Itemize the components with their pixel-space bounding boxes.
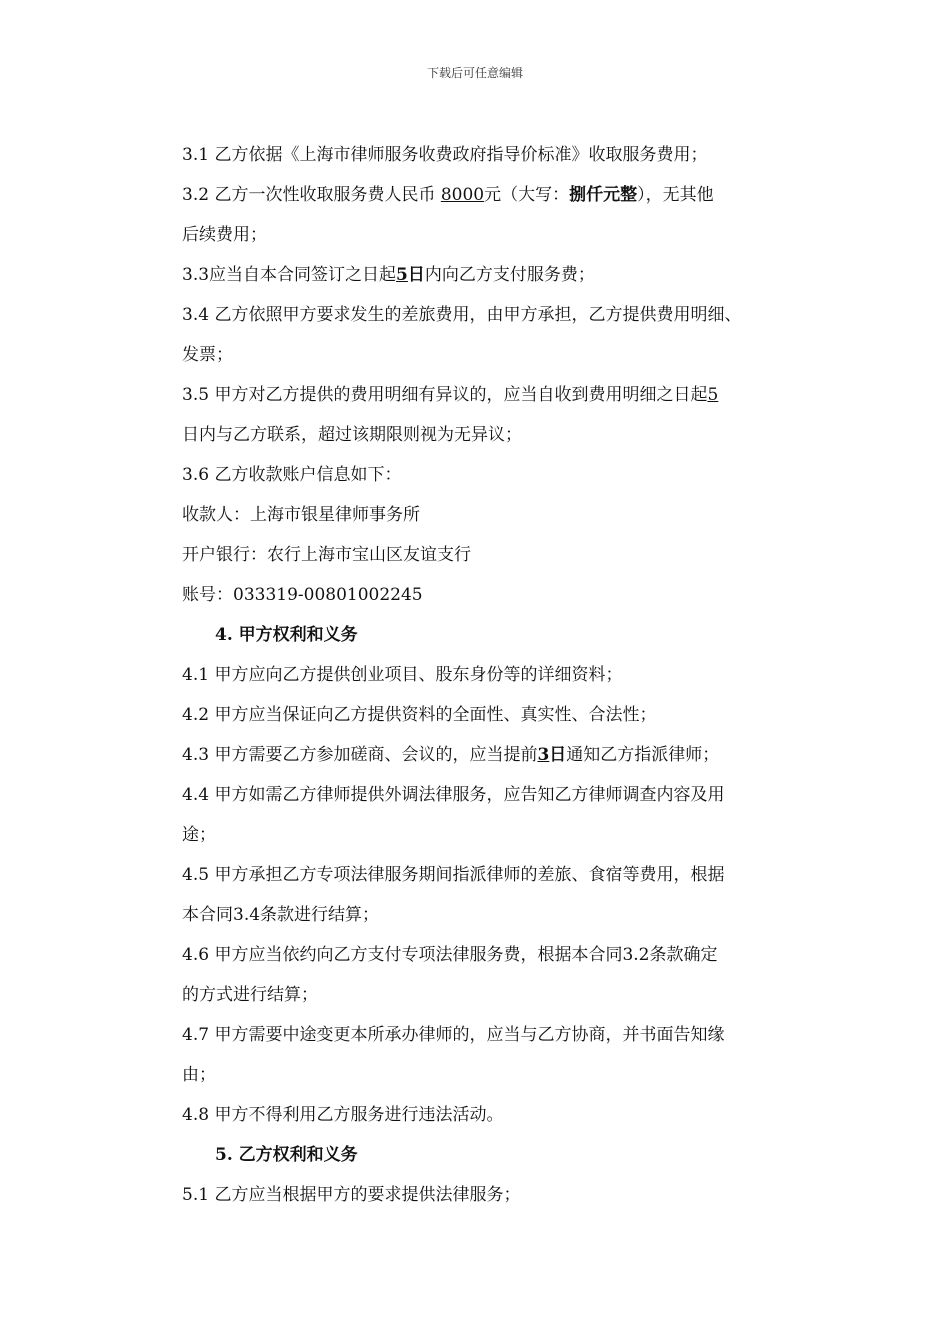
account-line: 账号：033319-00801002245 [182,585,423,605]
section-5-heading: 5. 乙方权利和义务 [215,1145,358,1165]
clause-4-3-prefix: 4.3 甲方需要乙方参加磋商、会议的，应当提前 [182,745,538,765]
clause-4-8: 4.8 甲方不得利用乙方服务进行违法活动。 [182,1105,504,1125]
notice-days-unit: 日 [549,745,567,765]
clause-3-1: 3.1 乙方依据《上海市律师服务收费政府指导价标准》收取服务费用； [182,145,708,165]
clause-3-3-prefix: 3.3应当自本合同签订之日起 [182,265,397,285]
clause-3-2-prefix: 3.2 乙方一次性收取服务费人民币 [182,185,441,205]
clause-3-5-continued: 日内与乙方联系，超过该期限则视为无异议； [182,425,522,445]
payment-days-number: 5 [396,265,408,285]
clause-4-3-suffix: 通知乙方指派律师； [566,745,720,765]
document-body [182,135,822,1215]
clause-3-4: 3.4 乙方依照甲方要求发生的差旅费用，由甲方承担，乙方提供费用明细、 [182,305,742,325]
clause-3-2-continued: 后续费用； [182,225,267,245]
clause-4-2: 4.2 甲方应当保证向乙方提供资料的全面性、真实性、合法性； [182,705,657,725]
payment-days-unit: 日 [407,265,425,285]
clause-4-3 [182,735,822,775]
clause-4-5: 4.5 甲方承担乙方专项法律服务期间指派律师的差旅、食宿等费用，根据 [182,865,725,885]
clause-3-3-suffix: 内向乙方支付服务费； [424,265,595,285]
clause-3-5-prefix: 3.5 甲方对乙方提供的费用明细有异议的，应当自收到费用明细之日起 [182,385,708,405]
clause-4-6: 4.6 甲方应当依约向乙方支付专项法律服务费，根据本合同3.2条款确定 [182,945,718,965]
clause-3-3 [182,255,822,295]
clause-4-4-continued: 途； [182,825,216,845]
clause-3-2-mid: 元（大写： [484,185,570,205]
section-4-heading: 4. 甲方权利和义务 [215,625,358,645]
clause-4-6-continued: 的方式进行结算； [182,985,318,1005]
notice-days-number: 3 [537,745,550,765]
clause-3-4-continued: 发票； [182,345,233,365]
clause-5-1: 5.1 乙方应当根据甲方的要求提供法律服务； [182,1185,521,1205]
clause-4-7: 4.7 甲方需要中途变更本所承办律师的，应当与乙方协商，并书面告知缘 [182,1025,725,1045]
clause-3-6: 3.6 乙方收款账户信息如下： [182,465,402,485]
clause-3-2-suffix: ），无其他 [637,185,714,205]
page-header: 下载后可任意编辑 [426,66,523,80]
fee-amount-capitals: 捌仟元整 [569,185,638,205]
objection-days-number: 5 [707,385,719,405]
clause-4-1: 4.1 甲方应向乙方提供创业项目、股东身份等的详细资料； [182,665,623,685]
bank-line: 开户银行：农行上海市宝山区友谊支行 [182,545,471,565]
clause-4-7-continued: 由； [182,1065,216,1085]
clause-3-5 [182,375,822,415]
fee-amount: 8000 [440,185,485,205]
clause-3-2 [182,175,822,215]
clause-4-4: 4.4 甲方如需乙方律师提供外调法律服务，应告知乙方律师调查内容及用 [182,785,725,805]
payee-line: 收款人：上海市银星律师事务所 [182,505,420,525]
clause-4-5-continued: 本合同3.4条款进行结算； [182,905,380,925]
